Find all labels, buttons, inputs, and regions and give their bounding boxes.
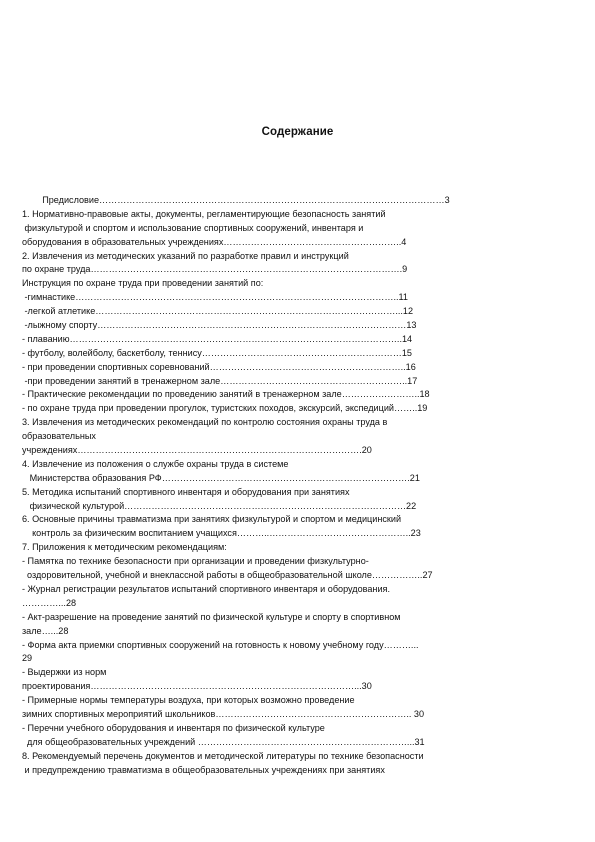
toc-line: - при проведении спортивных соревнований………………………………………………………..16 <box>22 361 416 372</box>
toc-line: 8. Рекомендуемый перечень документов и методической литературы по технике безопасности <box>22 750 424 761</box>
toc-line: для общеобразовательных учреждений ……………………………………………………………...31 <box>22 736 425 747</box>
toc-line: Министерства образования РФ……………………………………………………………………….21 <box>22 472 420 483</box>
toc-line: 2. Извлечения из методических указаний по разработке правил и инструкций <box>22 250 349 261</box>
toc-line: -при проведении занятий в тренажерном зале……………………………………………………..17 <box>22 375 418 386</box>
toc-line: образовательных <box>22 431 96 442</box>
toc-line: физкультурой и спортом и использование спортивных сооружений, инвентаря и <box>22 222 364 233</box>
toc-line: 4. Извлечение из положения о службе охраны труда в системе <box>22 458 289 469</box>
toc-line: 6. Основные причины травматизма при занятиях физкультурой и спортом и медицинский <box>22 514 402 525</box>
toc-line: учреждениях………………………………………………………………………………….20 <box>22 445 372 456</box>
page-title: Содержание <box>261 126 334 138</box>
toc-line: Инструкция по охране труда при проведении занятий по: <box>22 278 264 289</box>
toc-line: -легкой атлетике………………………………………………………………………………………...12 <box>22 306 414 317</box>
toc-line: - Перечни учебного оборудования и инвентаря по физической культуре <box>22 722 325 733</box>
toc-line: - Практические рекомендации по проведению занятий в тренажерном зале……………………..18 <box>22 389 430 400</box>
toc-line: - Памятка по технике безопасности при организации и проведении физкультурно- <box>22 556 369 567</box>
toc-line: - Выдержки из норм <box>22 667 107 678</box>
toc-line: 5. Методика испытаний спортивного инвентаря и оборудования при занятиях <box>22 486 350 497</box>
toc-line: Предисловие……………………………………………………………………………………………………3 <box>22 195 450 205</box>
toc-line: 3. Извлечения из методических рекомендаций по контролю состояния охраны труда в <box>22 417 388 428</box>
toc-line: физической культурой…………………………………………………………………………………22 <box>22 500 417 511</box>
toc-line: 1. Нормативно-правовые акты, документы, регламентирующие безопасность занятий <box>22 208 386 219</box>
toc-line: зимних спортивных мероприятий школьников……………………………………………………….. 30 <box>22 708 425 719</box>
toc-line: -лыжному спорту…………………………………………………………………………………………13 <box>22 320 417 331</box>
toc-line: - Акт-разрешение на проведение занятий по физической культуре и спорту в спортивном <box>22 611 401 622</box>
toc-line: контроль за физическим воспитанием учащихся………..………………………………………..23 <box>22 528 421 539</box>
toc-line: зале…...28 <box>22 625 69 636</box>
toc-line: по охране труда………………………………………………………………………………………….9 <box>22 264 408 275</box>
toc-line: оздоровительной, учебной и внеклассной работы в общеобразовательной школе……………..27 <box>22 570 433 581</box>
toc-line: 7. Приложения к методическим рекомендациям: <box>22 542 227 553</box>
toc-line: - Форма акта приемки спортивных сооружений на готовность к новому учебному году………... <box>22 639 419 650</box>
toc-line: - Примерные нормы температуры воздуха, при которых возможно проведение <box>22 695 355 706</box>
toc-line: …………...28 <box>22 597 77 608</box>
toc-line: - по охране труда при проведении прогулок, туристских походов, экскурсий, экспедиций……..19 <box>22 403 428 414</box>
toc-line: проектирования……………………………………………………………………………...30 <box>22 681 372 692</box>
table-of-contents <box>22 194 577 777</box>
toc-line: 29 <box>22 653 33 664</box>
toc-line: - плаванию………………………………………………………………………………………………..14 <box>22 333 413 344</box>
toc-line: -гимнастике……………………………………………………………………………………………..11 <box>22 292 408 303</box>
toc-line: оборудования в образовательных учреждениях…………………………………………………..4 <box>22 236 407 247</box>
toc-line: - футболу, волейболу, баскетболу, теннису…………………………………………………………15 <box>22 347 412 358</box>
toc-line: - Журнал регистрации результатов испытаний спортивного инвентаря и оборудования. <box>22 583 390 594</box>
toc-line: и предупреждению травматизма в общеобразовательных учреждениях при занятиях <box>22 764 385 775</box>
